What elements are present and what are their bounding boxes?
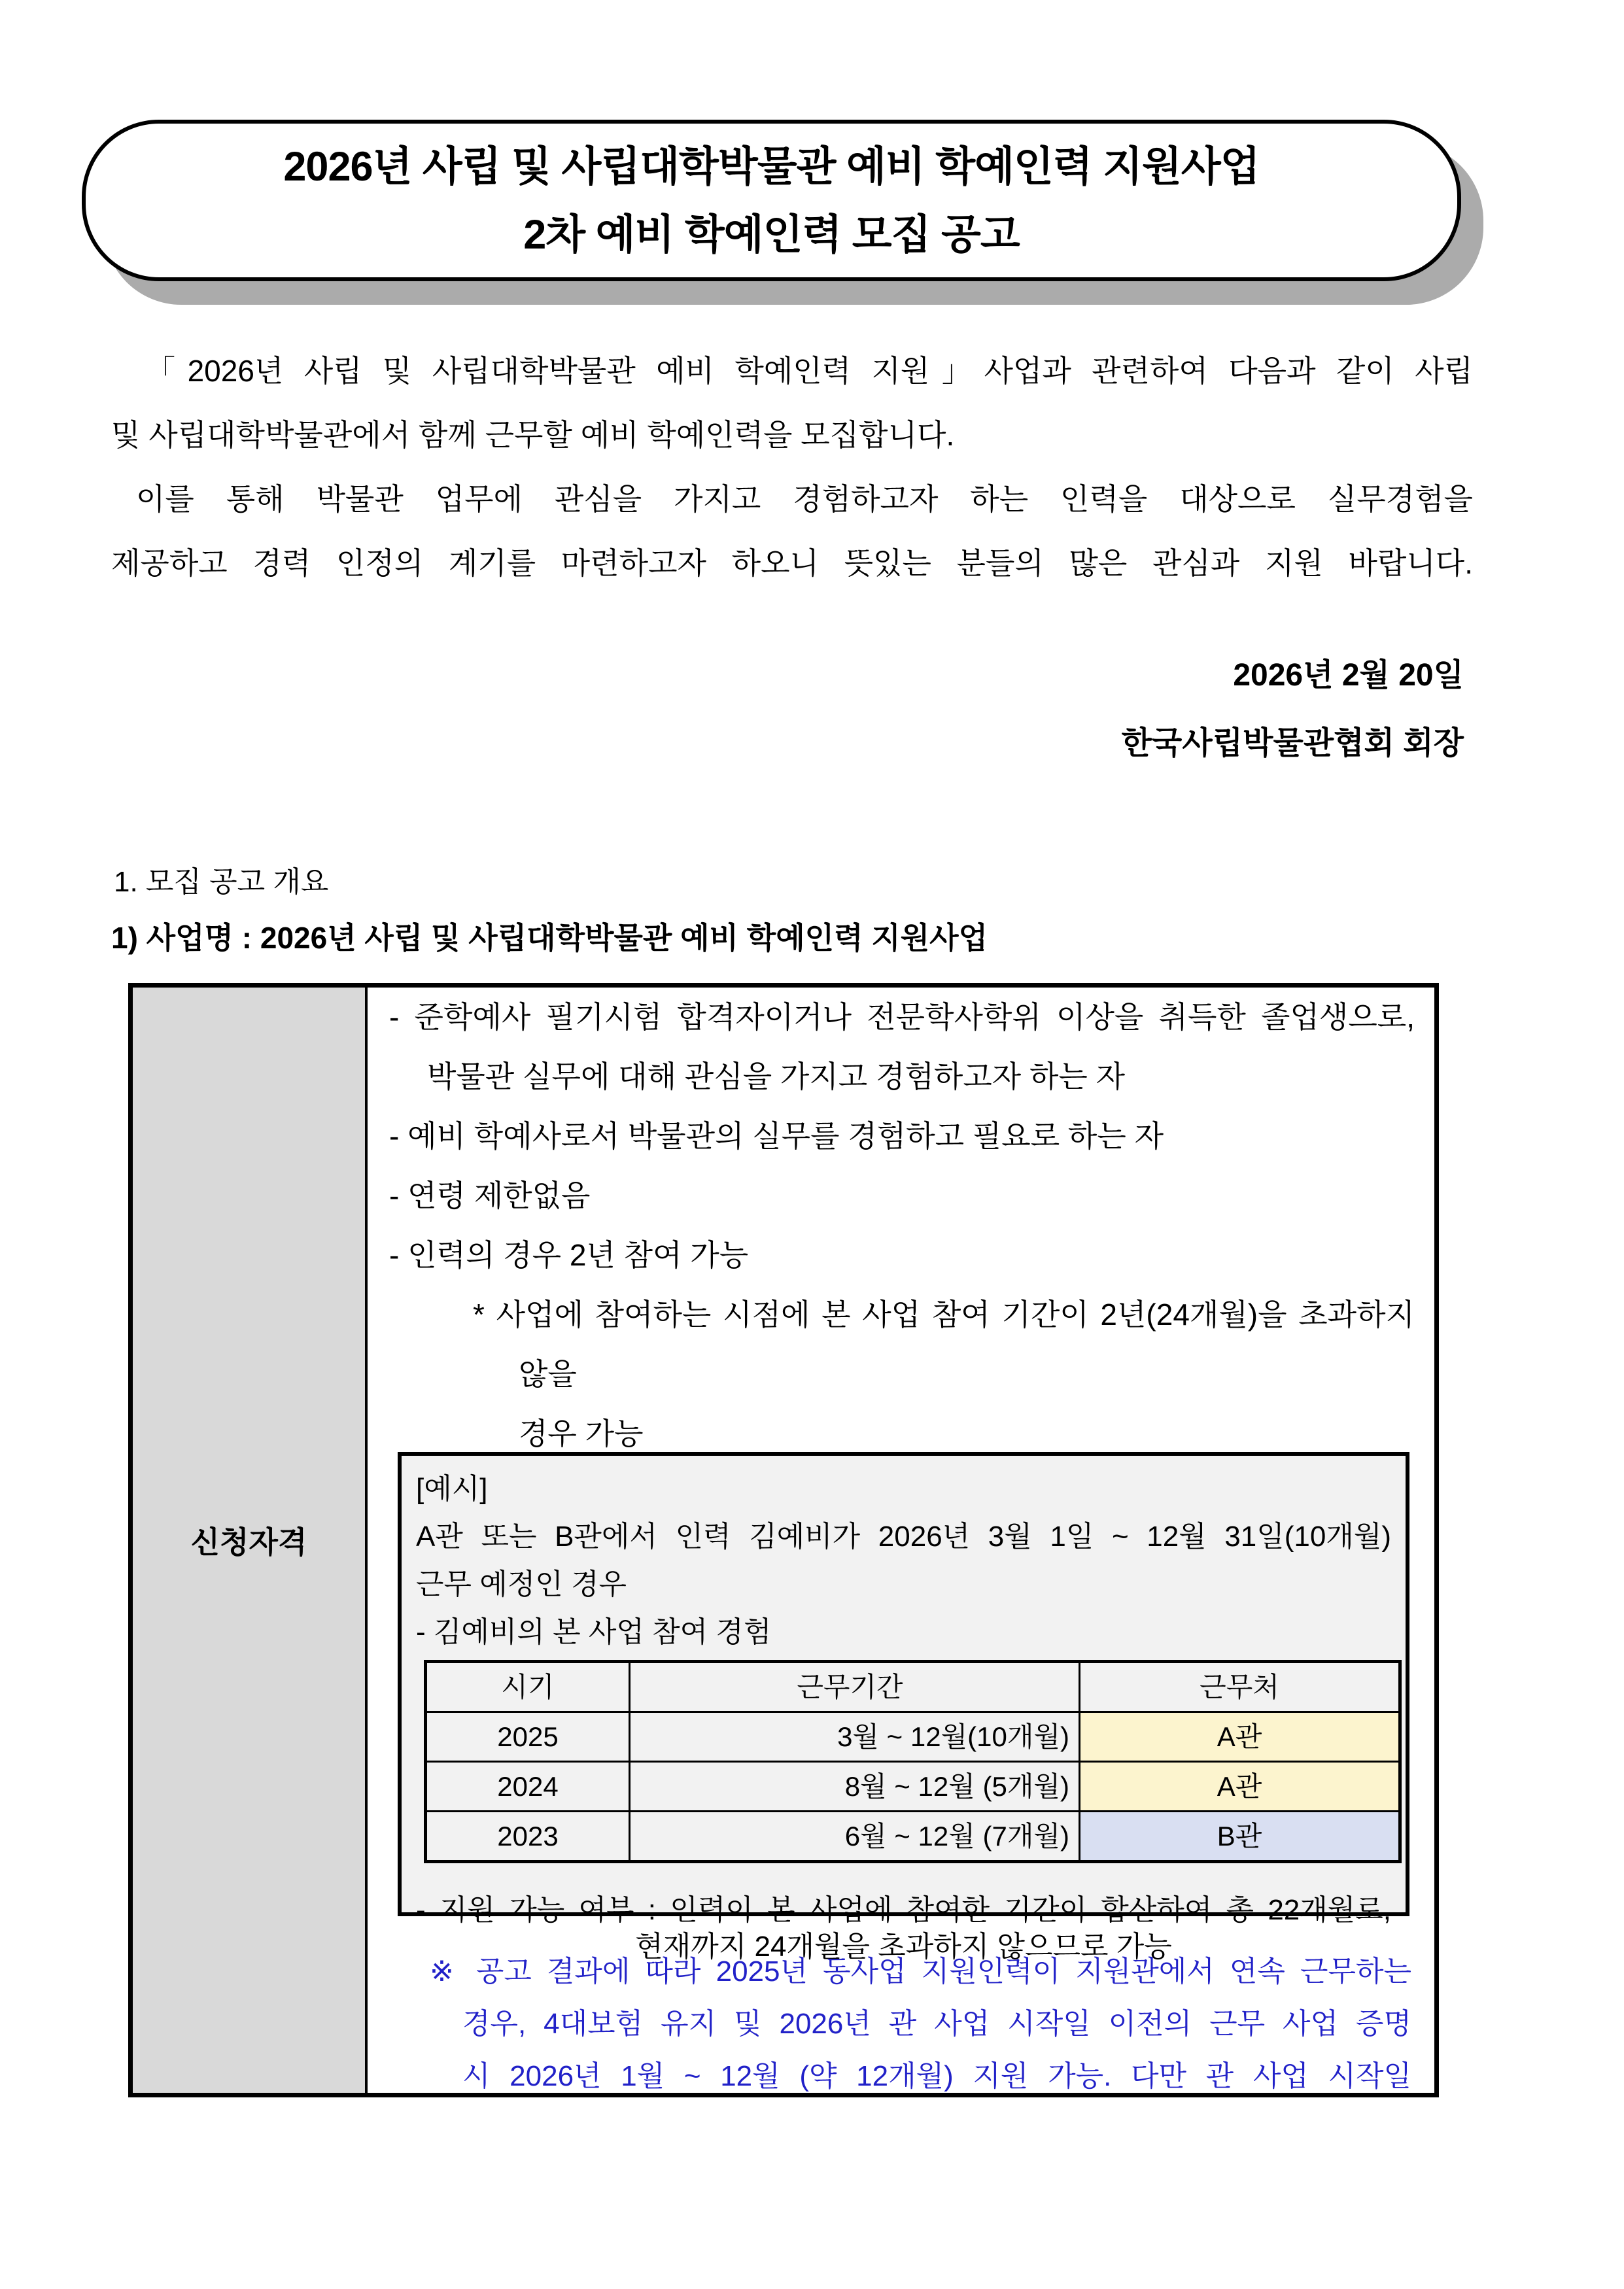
section-subheading: 1) 사업명 : 2026년 사립 및 사립대학박물관 예비 학예인력 지원사업 [111,921,988,955]
bullet-line: - 준학예사 필기시험 합격자이거나 전문학사학위 이상을 취득한 졸업생으로, [389,1000,1415,1034]
note-line-2: 경우, 4대보험 유지 및 2026년 관 사업 시작일 이전의 근무 사업 증명 [462,2008,1411,2040]
announcement-date: 2026년 2월 20일 [1233,658,1464,693]
cell-workplace: A관 [1080,1712,1400,1762]
cell-year: 2023 [426,1812,630,1862]
intro-line-2: 및 사립대학박물관에서 함께 근무할 예비 학예인력을 모집합니다. [111,418,955,452]
cell-year: 2025 [426,1712,630,1762]
qualification-row-header: 신청자격 [133,988,368,2093]
cell-year: 2024 [426,1762,630,1812]
document-title-line1: 2026년 사립 및 사립대학박물관 예비 학예인력 지원사업 [283,143,1260,190]
qualification-table [128,983,1439,2097]
intro-line-1: 「2026년 사립 및 사립대학박물관 예비 학예인력 지원」사업과 관련하여 다음과 같이 사립 [145,354,1473,388]
announcement-organization: 한국사립박물관협회 회장 [1121,726,1464,761]
example-line-3: - 김예비의 본 사업 참여 경험 [416,1616,772,1648]
title-box [82,120,1461,281]
note-line-1: ※ 공고 결과에 따라 2025년 동사업 지원인력이 지원관에서 연속 근무하는 [430,1955,1411,1988]
qualification-content-cell [368,988,1434,2093]
sub-bullet-line: * 사업에 참여하는 시점에 본 사업 참여 기간이 2년(24개월)을 초과하지 않을 [473,1298,1415,1391]
cell-duration: 6월 ~ 12월 (7개월) [630,1812,1080,1862]
intro-paragraphs [111,339,1473,595]
section-heading: 1. 모집 공고 개요 [114,866,329,898]
header-workplace: 근무처 [1080,1662,1400,1712]
bullet-line: - 예비 학예사로서 박물관의 실무를 경험하고 필요로 하는 자 [389,1119,1164,1153]
intro-line-4: 제공하고 경력 인정의 계기를 마련하고자 하오니 뜻있는 분들의 많은 관심과 지원 바랍니다. [111,546,1473,580]
bullet-line: - 연령 제한없음 [389,1179,591,1213]
document-title-line2: 2차 예비 학예인력 모집 공고 [523,211,1020,258]
cell-duration: 8월 ~ 12월 (5개월) [630,1762,1080,1812]
work-history-table [424,1660,1402,1863]
bullet-line: 박물관 실무에 대해 관심을 가지고 경험하고자 하는 자 [427,1059,1126,1093]
example-conclusion-line2: 현재까지 24개월을 초과하지 않으므로 가능 [635,1931,1172,1963]
table-header-row [426,1662,1400,1712]
header-period: 시기 [426,1662,630,1712]
example-label: [예시] [416,1473,488,1505]
intro-line-3: 이를 통해 박물관 업무에 관심을 가지고 경험하고자 하는 인력을 대상으로 실무경험을 [136,482,1473,516]
note-line-3: 시 2026년 1월 ~ 12월 (약 12개월) 지원 가능. 다만 관 사업 시작일 [462,2060,1411,2092]
sub-bullet-line: 경우 가능 [519,1417,644,1451]
bullet-line: - 인력의 경우 2년 참여 가능 [389,1238,749,1272]
example-line-1: A관 또는 B관에서 인력 김예비가 2026년 3월 1일 ~ 12월 31일(10개월) [416,1521,1391,1553]
cell-workplace: A관 [1080,1762,1400,1812]
qualification-bullet-list [389,988,1415,1523]
example-box [398,1452,1409,1963]
note-block [430,1946,1411,2103]
table-row [426,1812,1400,1862]
table-row [426,1762,1400,1812]
cell-duration: 3월 ~ 12월(10개월) [630,1712,1080,1762]
example-line-2: 근무 예정인 경우 [416,1568,627,1600]
cell-workplace: B관 [1080,1812,1400,1862]
example-conclusion-line1: - 지원 가능 여부 : 인력이 본 사업에 참여한 기간이 합산하여 총 22개월로, [416,1894,1391,1926]
header-duration: 근무기간 [630,1662,1080,1712]
table-row [426,1712,1400,1762]
